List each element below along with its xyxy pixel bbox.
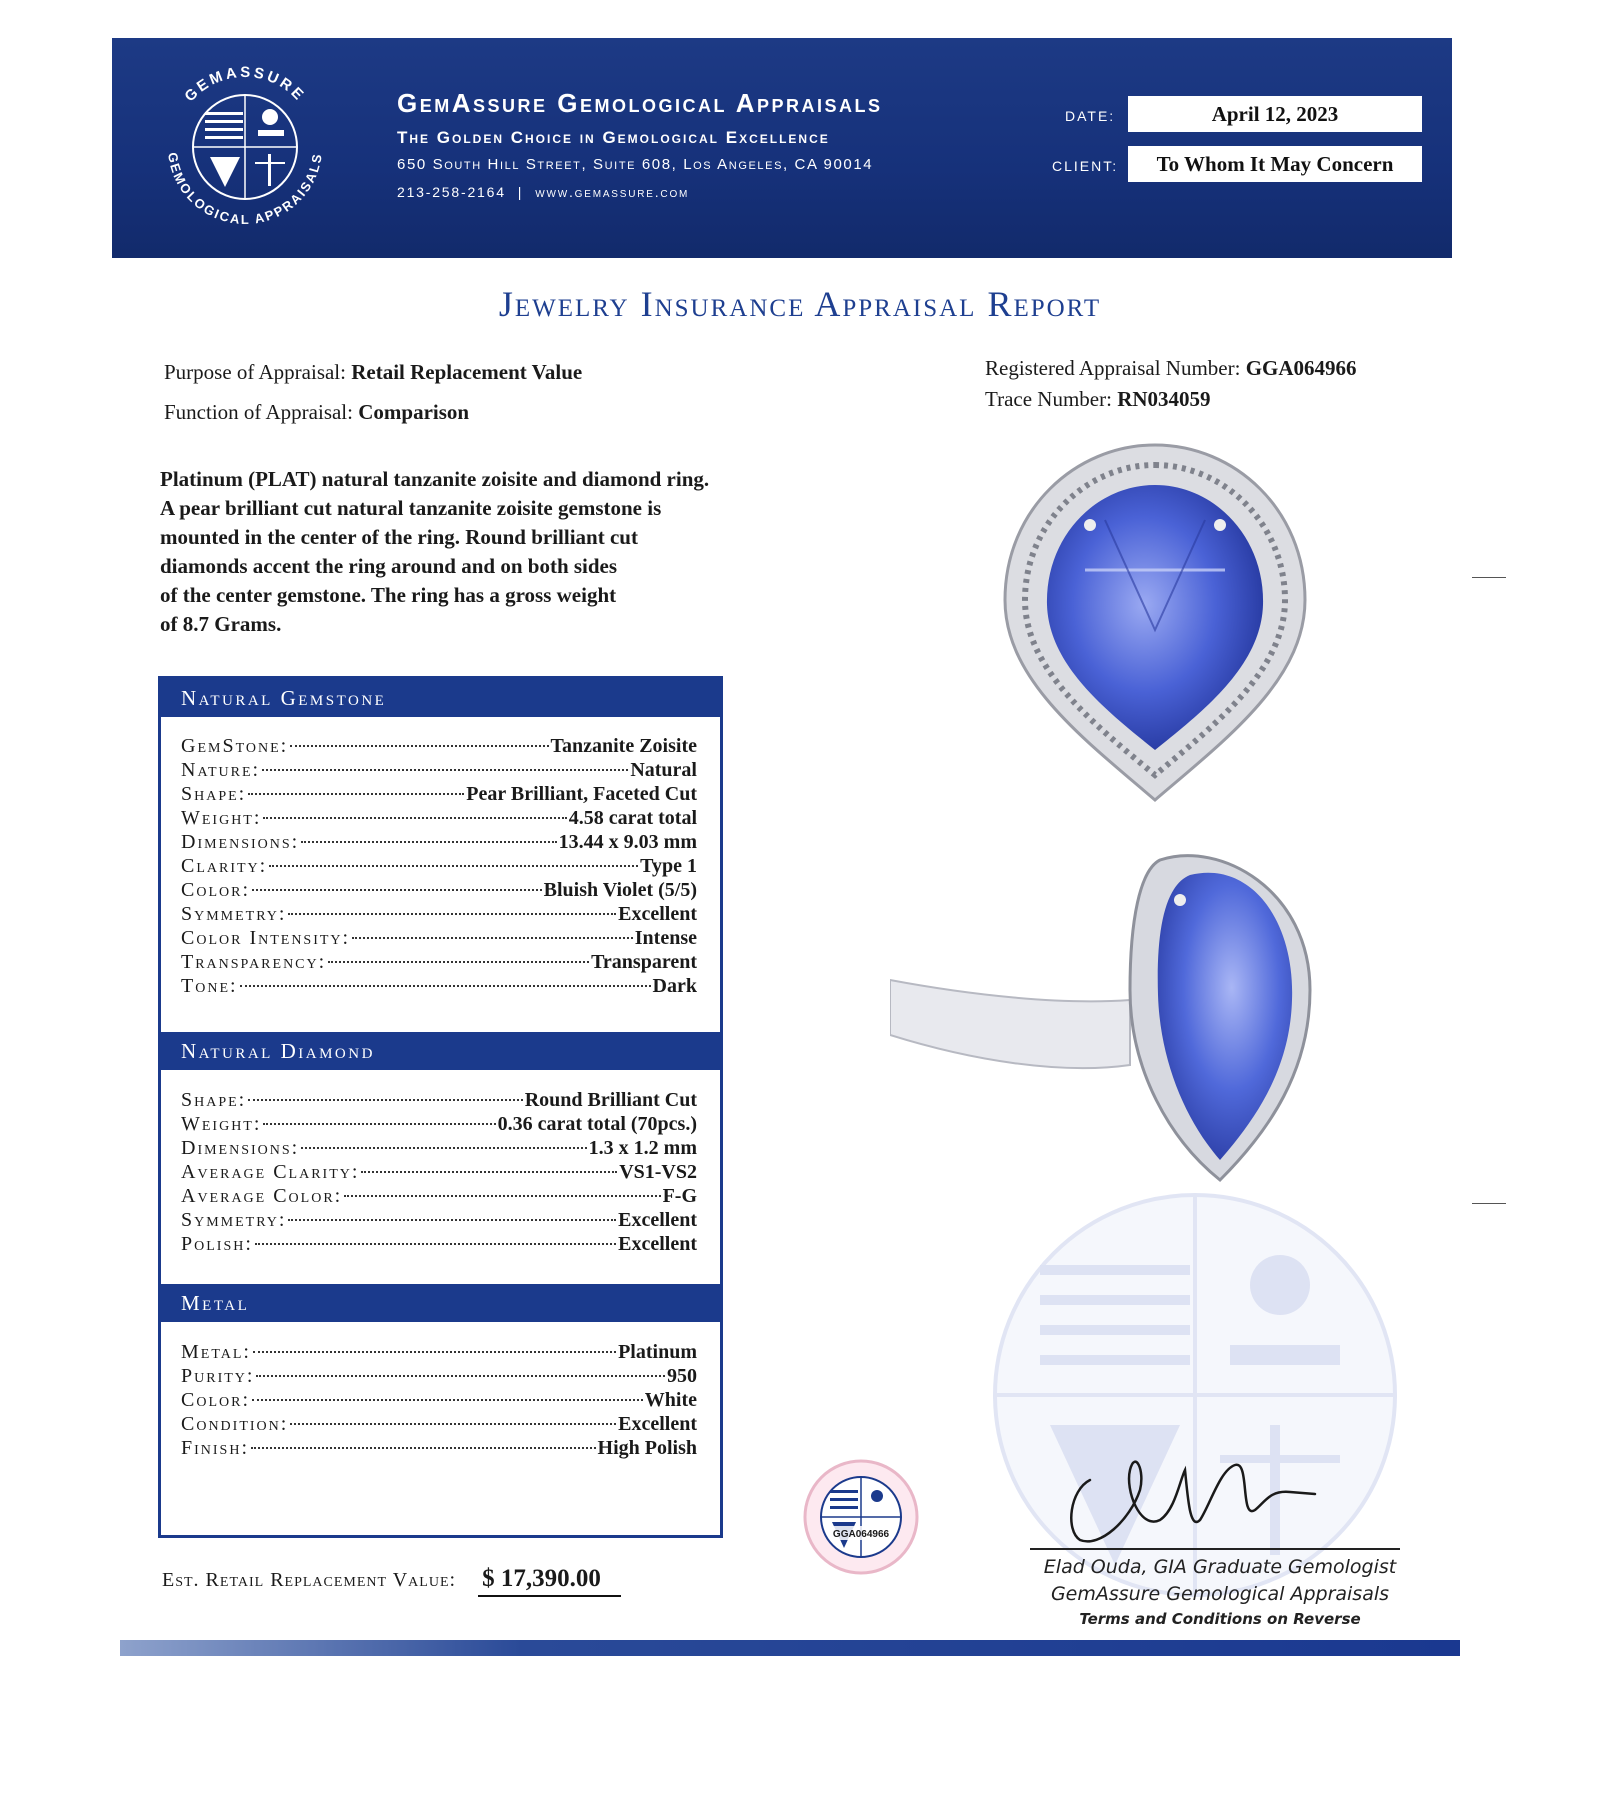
detail-row	[181, 831, 697, 855]
row-value: Intense	[634, 927, 697, 949]
description-line: of the center gemstone. The ring has a gross weight	[160, 583, 617, 607]
description-line: mounted in the center of the ring. Round brilliant cut	[160, 525, 638, 549]
ring-photo-top-view	[985, 430, 1325, 810]
gemassure-seal-icon	[802, 1458, 920, 1576]
registration-value: GGA064966	[1245, 356, 1357, 380]
row-label: Weight:	[181, 807, 262, 829]
row-label: Condition:	[181, 1413, 289, 1435]
ring-description	[160, 465, 810, 639]
row-value: 13.44 x 9.03 mm	[558, 831, 697, 853]
row-value: Excellent	[618, 1413, 697, 1435]
description-line: Platinum (PLAT) natural tanzanite zoisite and diamond ring.	[160, 467, 710, 491]
row-value: Round Brilliant Cut	[524, 1089, 697, 1111]
detail-row	[181, 1113, 697, 1137]
row-label: Transparency:	[181, 951, 327, 973]
estimated-value	[162, 1565, 621, 1597]
row-value: Dark	[652, 975, 697, 997]
date-value: April 12, 2023	[1128, 96, 1422, 132]
row-value: Natural	[630, 759, 697, 781]
detail-row	[181, 1413, 697, 1437]
row-value: 1.3 x 1.2 mm	[588, 1137, 697, 1159]
function-value: Comparison	[358, 400, 470, 424]
row-value: High Polish	[597, 1437, 697, 1459]
client-label: CLIENT:	[1052, 158, 1119, 174]
detail-row	[181, 735, 697, 759]
report-title: Jewelry Insurance Appraisal Report	[498, 284, 1102, 324]
detail-row	[181, 1209, 697, 1233]
function-label: Function of Appraisal:	[164, 400, 353, 424]
row-label: Metal:	[181, 1341, 251, 1363]
row-value: Excellent	[618, 1233, 697, 1255]
row-value: Excellent	[618, 1209, 697, 1231]
row-value: VS1-VS2	[619, 1161, 697, 1183]
gemstone-rows	[181, 735, 697, 999]
header-banner	[112, 38, 1452, 258]
registration-label: Registered Appraisal Number:	[985, 356, 1241, 380]
detail-row	[181, 783, 697, 807]
detail-row	[181, 1365, 697, 1389]
row-label: Purity:	[181, 1365, 255, 1387]
contact-separator: |	[517, 184, 524, 200]
logo-text-bottom: GEMOLOGICAL APPRAISALS	[165, 151, 325, 228]
signer-company: GemAssure Gemological Appraisals	[1050, 1583, 1390, 1605]
row-label: Symmetry:	[181, 903, 287, 925]
company-name: GemAssure Gemological Appraisals	[397, 88, 883, 118]
company-phone: 213-258-2164	[397, 184, 506, 200]
detail-row	[181, 1161, 697, 1185]
row-value: Pear Brilliant, Faceted Cut	[466, 783, 697, 805]
trace-value: RN034059	[1117, 387, 1211, 411]
row-value: F-G	[662, 1185, 697, 1207]
row-label: Average Clarity:	[181, 1161, 360, 1183]
detail-row	[181, 903, 697, 927]
logo-text-top: GEMASSURE	[181, 63, 309, 106]
row-label: Dimensions:	[181, 831, 300, 853]
row-label: Color:	[181, 879, 251, 901]
detail-row	[181, 1389, 697, 1413]
row-value: Transparent	[591, 951, 697, 973]
diamond-section-header: Natural Diamond	[161, 1032, 720, 1070]
row-value: 0.36 carat total (70pcs.)	[497, 1113, 697, 1135]
estimate-amount: $ 17,390.00	[478, 1565, 621, 1597]
registered-appraisal-number	[985, 356, 1357, 381]
metal-rows	[181, 1341, 697, 1461]
row-label: GemStone:	[181, 735, 289, 757]
row-value: Platinum	[618, 1341, 697, 1363]
appraiser-signature	[1060, 1430, 1320, 1550]
detail-row	[181, 1341, 697, 1365]
detail-row	[181, 855, 697, 879]
row-label: Tone:	[181, 975, 238, 997]
trace-number	[985, 387, 1211, 412]
detail-row	[181, 1089, 697, 1113]
detail-row	[181, 1233, 697, 1257]
signature-line	[1030, 1548, 1400, 1550]
row-label: Symmetry:	[181, 1209, 287, 1231]
detail-row	[181, 879, 697, 903]
margin-tick	[1472, 577, 1506, 578]
company-contact	[397, 184, 689, 200]
detail-row	[181, 927, 697, 951]
detail-row	[181, 1185, 697, 1209]
row-value: Bluish Violet (5/5)	[543, 879, 697, 901]
signer-name: Elad Ouda, GIA Graduate Gemologist	[1043, 1556, 1397, 1578]
metal-section-header: Metal	[161, 1284, 720, 1322]
detail-row	[181, 1137, 697, 1161]
diamond-rows	[181, 1089, 697, 1257]
appraisal-details-box	[158, 676, 723, 1538]
company-tagline: The Golden Choice in Gemological Excellence	[397, 128, 830, 147]
function-of-appraisal	[164, 400, 469, 425]
ring-photo-side-view	[890, 830, 1350, 1190]
row-label: Polish:	[181, 1233, 253, 1255]
row-label: Color Intensity:	[181, 927, 351, 949]
row-value: White	[644, 1389, 697, 1411]
gemassure-logo	[150, 52, 340, 242]
row-value: Type 1	[640, 855, 697, 877]
margin-tick	[1472, 1203, 1506, 1204]
row-label: Shape:	[181, 1089, 247, 1111]
purpose-value: Retail Replacement Value	[351, 360, 583, 384]
row-value: Tanzanite Zoisite	[550, 735, 697, 757]
date-label: DATE:	[1065, 108, 1116, 124]
estimate-label: Est. Retail Replacement Value:	[162, 1569, 457, 1591]
detail-row	[181, 759, 697, 783]
row-label: Clarity:	[181, 855, 268, 877]
client-value: To Whom It May Concern	[1128, 146, 1422, 182]
footer-bar	[120, 1640, 1460, 1656]
row-label: Weight:	[181, 1113, 262, 1135]
row-label: Nature:	[181, 759, 261, 781]
seal-code: GGA064966	[832, 1529, 890, 1540]
detail-row	[181, 951, 697, 975]
description-line: diamonds accent the ring around and on both sides	[160, 554, 618, 578]
row-label: Dimensions:	[181, 1137, 300, 1159]
trace-label: Trace Number:	[985, 387, 1112, 411]
row-value: 4.58 carat total	[568, 807, 697, 829]
row-label: Finish:	[181, 1437, 250, 1459]
purpose-of-appraisal	[164, 360, 582, 385]
company-website[interactable]: www.gemassure.com	[535, 184, 690, 200]
row-label: Average Color:	[181, 1185, 343, 1207]
detail-row	[181, 975, 697, 999]
gemstone-section-header: Natural Gemstone	[161, 679, 720, 717]
row-value: Excellent	[618, 903, 697, 925]
description-line: of 8.7 Grams.	[160, 612, 282, 636]
row-label: Shape:	[181, 783, 247, 805]
row-label: Color:	[181, 1389, 251, 1411]
terms-note: Terms and Conditions on Reverse	[1079, 1610, 1361, 1628]
description-line: A pear brilliant cut natural tanzanite zoisite gemstone is	[160, 496, 662, 520]
detail-row	[181, 807, 697, 831]
company-address: 650 South Hill Street, Suite 608, Los Angeles, CA 90014	[397, 156, 874, 173]
detail-row	[181, 1437, 697, 1461]
purpose-label: Purpose of Appraisal:	[164, 360, 346, 384]
row-value: 950	[667, 1365, 697, 1387]
